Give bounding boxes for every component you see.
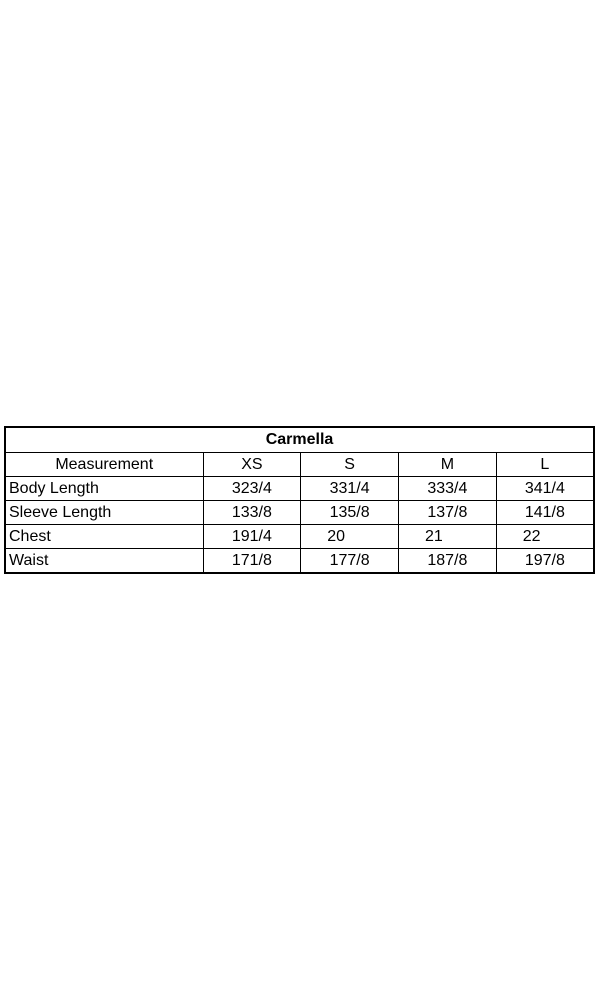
cell-body-length-xs: 323/4 — [203, 477, 301, 501]
table-row — [5, 549, 594, 574]
header-size-l: L — [496, 453, 594, 477]
header-size-m: M — [399, 453, 497, 477]
table-title: Carmella — [5, 427, 594, 453]
row-label-sleeve-length: Sleeve Length — [5, 501, 203, 525]
cell-chest-l: 22 — [496, 525, 594, 549]
title-row — [5, 427, 594, 453]
table-row — [5, 525, 594, 549]
header-size-s: S — [301, 453, 399, 477]
cell-body-length-l: 341/4 — [496, 477, 594, 501]
cell-chest-m: 21 — [399, 525, 497, 549]
cell-waist-l: 197/8 — [496, 549, 594, 574]
cell-sleeve-length-s: 135/8 — [301, 501, 399, 525]
header-size-xs: XS — [203, 453, 301, 477]
cell-body-length-s: 331/4 — [301, 477, 399, 501]
cell-waist-xs: 171/8 — [203, 549, 301, 574]
size-chart-table — [4, 426, 595, 574]
table-row — [5, 501, 594, 525]
row-label-waist: Waist — [5, 549, 203, 574]
header-measurement: Measurement — [5, 453, 203, 477]
cell-sleeve-length-m: 137/8 — [399, 501, 497, 525]
table-row — [5, 477, 594, 501]
header-row — [5, 453, 594, 477]
cell-waist-s: 177/8 — [301, 549, 399, 574]
cell-chest-s: 20 — [301, 525, 399, 549]
cell-chest-xs: 191/4 — [203, 525, 301, 549]
row-label-body-length: Body Length — [5, 477, 203, 501]
cell-sleeve-length-l: 141/8 — [496, 501, 594, 525]
cell-waist-m: 187/8 — [399, 549, 497, 574]
row-label-chest: Chest — [5, 525, 203, 549]
cell-sleeve-length-xs: 133/8 — [203, 501, 301, 525]
cell-body-length-m: 333/4 — [399, 477, 497, 501]
